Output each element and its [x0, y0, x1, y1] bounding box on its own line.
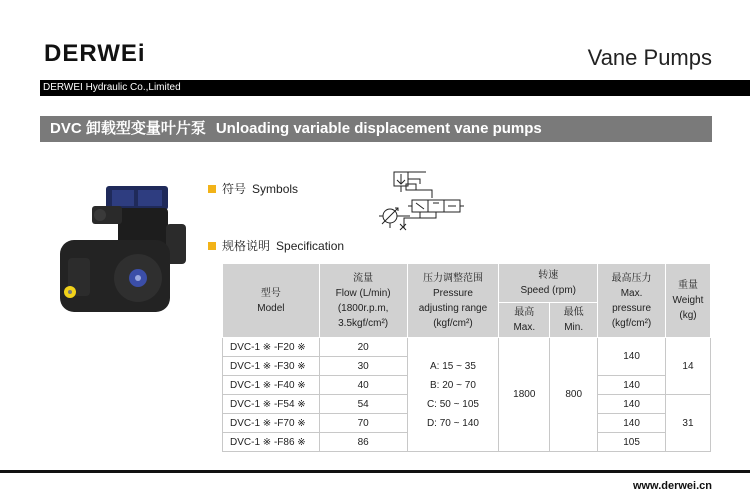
- weight-cell: 14: [665, 338, 710, 395]
- flow-cell: 40: [319, 376, 407, 395]
- hydraulic-symbol-diagram: [376, 170, 466, 232]
- max-pressure-cell: 140: [598, 338, 666, 376]
- max-pressure-cell: 140: [598, 395, 666, 414]
- max-pressure-cell: 105: [598, 433, 666, 452]
- company-name: DERWEI Hydraulic Co.,Limited: [43, 82, 181, 93]
- pressure-range-d: D: 70 ~ 140: [426, 417, 479, 429]
- section-title-bar: [40, 116, 712, 142]
- specification-heading-cn: 规格说明: [222, 239, 271, 253]
- flow-cell: 54: [319, 395, 407, 414]
- header-speed-max: 最高 Max.: [499, 303, 550, 338]
- header-flow: 流量 Flow (L/min) (1800r.p.m, 3.5kgf/cm²): [319, 264, 407, 338]
- header-pressure-range: 压力调整范围 Pressure adjusting range (kgf/cm²): [407, 264, 499, 338]
- header-weight: 重量 Weight (kg): [665, 264, 710, 338]
- flow-cell: 70: [319, 414, 407, 433]
- bullet-square-icon: [208, 185, 216, 193]
- pressure-range-c: C: 50 ~ 105: [426, 398, 479, 410]
- symbols-heading-en: Symbols: [252, 181, 299, 196]
- speed-min-cell: 800: [550, 338, 598, 452]
- pressure-range-a: A: 15 ~ 35: [430, 360, 476, 372]
- header-speed-min: 最低 Min.: [550, 303, 598, 338]
- symbols-heading: [208, 180, 298, 197]
- header-model: 型号 Model: [223, 264, 320, 338]
- vane-pump-photo: [48, 180, 194, 322]
- weight-cell: 31: [665, 395, 710, 452]
- company-logo: DERWEi: [44, 40, 146, 67]
- specification-heading: [208, 237, 344, 254]
- model-cell: DVC-1 ※ -F30 ※: [223, 357, 320, 376]
- header-speed: 转速 Speed (rpm): [499, 264, 598, 303]
- table-row: [223, 338, 711, 357]
- symbols-heading-cn: 符号: [222, 182, 247, 196]
- flow-cell: 20: [319, 338, 407, 357]
- model-cell: DVC-1 ※ -F54 ※: [223, 395, 320, 414]
- specification-table: [222, 263, 711, 452]
- footer-divider: [0, 470, 750, 473]
- max-pressure-cell: 140: [598, 414, 666, 433]
- flow-cell: 30: [319, 357, 407, 376]
- page-title: Vane Pumps: [587, 45, 712, 70]
- section-title-en: Unloading variable displacement vane pumps: [215, 120, 542, 137]
- max-pressure-cell: 140: [598, 376, 666, 395]
- specification-heading-en: Specification: [276, 238, 345, 253]
- model-cell: DVC-1 ※ -F86 ※: [223, 433, 320, 452]
- flow-cell: 86: [319, 433, 407, 452]
- model-cell: DVC-1 ※ -F40 ※: [223, 376, 320, 395]
- website-link[interactable]: www.derwei.cn: [632, 480, 712, 492]
- bullet-square-icon: [208, 242, 216, 250]
- model-cell: DVC-1 ※ -F20 ※: [223, 338, 320, 357]
- model-cell: DVC-1 ※ -F70 ※: [223, 414, 320, 433]
- pressure-range-b: B: 20 ~ 70: [430, 379, 476, 391]
- header-max-pressure: 最高压力 Max. pressure (kgf/cm²): [598, 264, 666, 338]
- company-name-bar: [40, 80, 750, 96]
- section-title-cn: DVC 卸载型变量叶片泵: [50, 120, 206, 137]
- speed-max-cell: 1800: [499, 338, 550, 452]
- pressure-range-cell: [407, 338, 499, 452]
